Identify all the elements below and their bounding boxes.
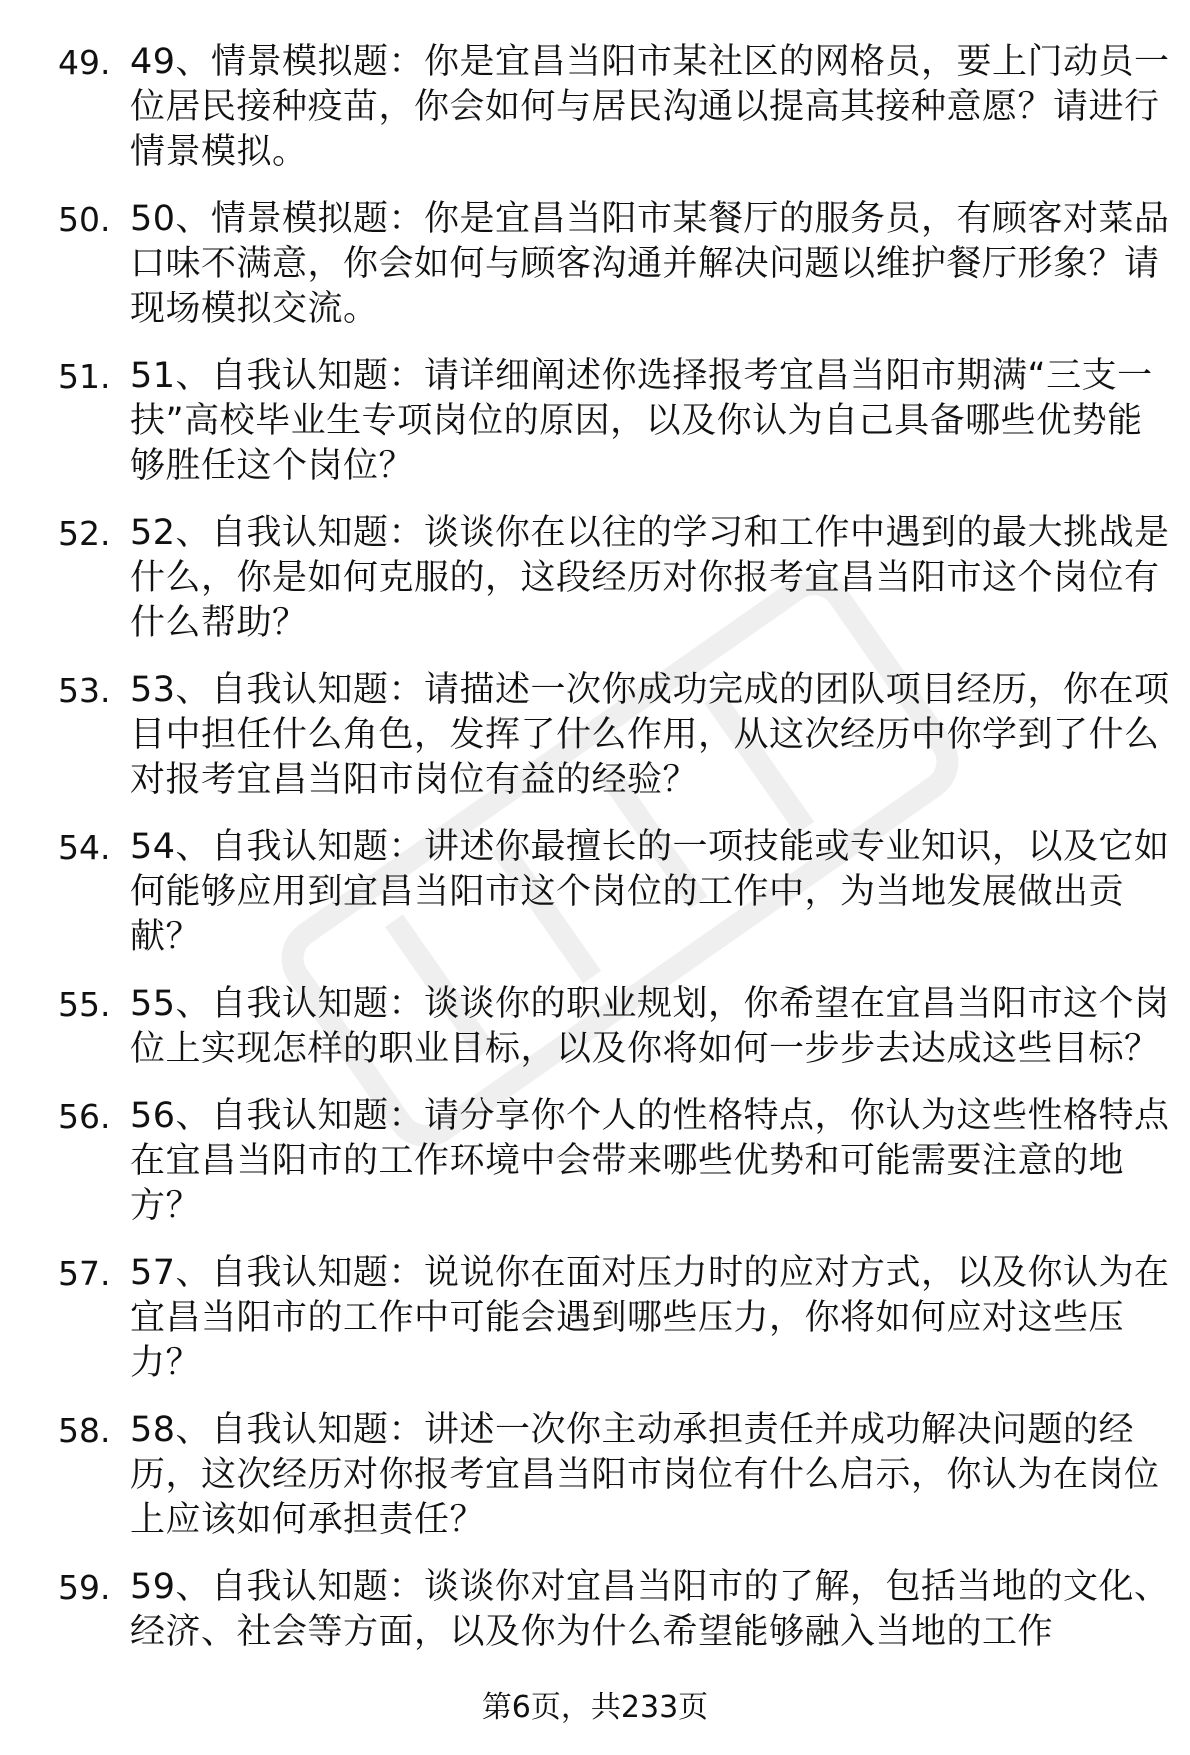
item-text: 55、自我认知题：谈谈你的职业规划，你希望在宜昌当阳市这个岗位上实现怎样的职业目标，以及你将如何一步步去达成这些目标？ xyxy=(130,984,1170,1069)
item-number: 55. xyxy=(58,985,111,1024)
list-item xyxy=(0,982,1190,1072)
list-item xyxy=(0,1565,1190,1655)
item-text: 59、自我认知题：谈谈你对宜昌当阳市的了解，包括当地的文化、经济、社会等方面，以及你为什么希望能够融入当地的工作 xyxy=(130,1567,1170,1652)
item-number: 53. xyxy=(58,671,111,710)
item-number: 52. xyxy=(58,514,111,553)
list-item xyxy=(0,1408,1190,1543)
item-text: 50、情景模拟题：你是宜昌当阳市某餐厅的服务员，有顾客对菜品口味不满意，你会如何与顾客沟通并解决问题以维护餐厅形象？请现场模拟交流。 xyxy=(130,199,1170,329)
item-number: 58. xyxy=(58,1411,111,1450)
item-number: 50. xyxy=(58,200,111,239)
list-item xyxy=(0,1094,1190,1229)
page-footer: 第6页，共233页 xyxy=(481,1690,709,1725)
list-item xyxy=(0,511,1190,646)
list-item xyxy=(0,668,1190,803)
list-item xyxy=(0,825,1190,960)
item-number: 56. xyxy=(58,1097,111,1136)
item-text: 51、自我认知题：请详细阐述你选择报考宜昌当阳市期满“三支一扶”高校毕业生专项岗位的原因，以及你认为自己具备哪些优势能够胜任这个岗位？ xyxy=(130,356,1153,486)
list-item xyxy=(0,1251,1190,1386)
list-item xyxy=(0,197,1190,332)
item-text: 52、自我认知题：谈谈你在以往的学习和工作中遇到的最大挑战是什么，你是如何克服的，这段经历对你报考宜昌当阳市这个岗位有什么帮助？ xyxy=(130,513,1170,643)
item-text: 58、自我认知题：讲述一次你主动承担责任并成功解决问题的经历，这次经历对你报考宜昌当阳市岗位有什么启示，你认为在岗位上应该如何承担责任？ xyxy=(130,1410,1160,1540)
item-number: 59. xyxy=(58,1568,111,1607)
item-number: 49. xyxy=(58,43,111,82)
list-item xyxy=(0,40,1190,175)
item-text: 49、情景模拟题：你是宜昌当阳市某社区的网格员，要上门动员一位居民接种疫苗，你会如何与居民沟通以提高其接种意愿？请进行情景模拟。 xyxy=(130,42,1170,172)
item-number: 51. xyxy=(58,357,111,396)
question-list xyxy=(0,40,1190,1677)
item-text: 53、自我认知题：请描述一次你成功完成的团队项目经历，你在项目中担任什么角色，发挥了什么作用，从这次经历中你学到了什么对报考宜昌当阳市岗位有益的经验？ xyxy=(130,670,1170,800)
item-text: 54、自我认知题：讲述你最擅长的一项技能或专业知识，以及它如何能够应用到宜昌当阳市这个岗位的工作中，为当地发展做出贡献？ xyxy=(130,827,1170,957)
list-item xyxy=(0,354,1190,489)
item-number: 57. xyxy=(58,1254,111,1293)
item-number: 54. xyxy=(58,828,111,867)
item-text: 56、自我认知题：请分享你个人的性格特点，你认为这些性格特点在宜昌当阳市的工作环境中会带来哪些优势和可能需要注意的地方？ xyxy=(130,1096,1170,1226)
item-text: 57、自我认知题：说说你在面对压力时的应对方式，以及你认为在宜昌当阳市的工作中可能会遇到哪些压力，你将如何应对这些压力？ xyxy=(130,1253,1170,1383)
